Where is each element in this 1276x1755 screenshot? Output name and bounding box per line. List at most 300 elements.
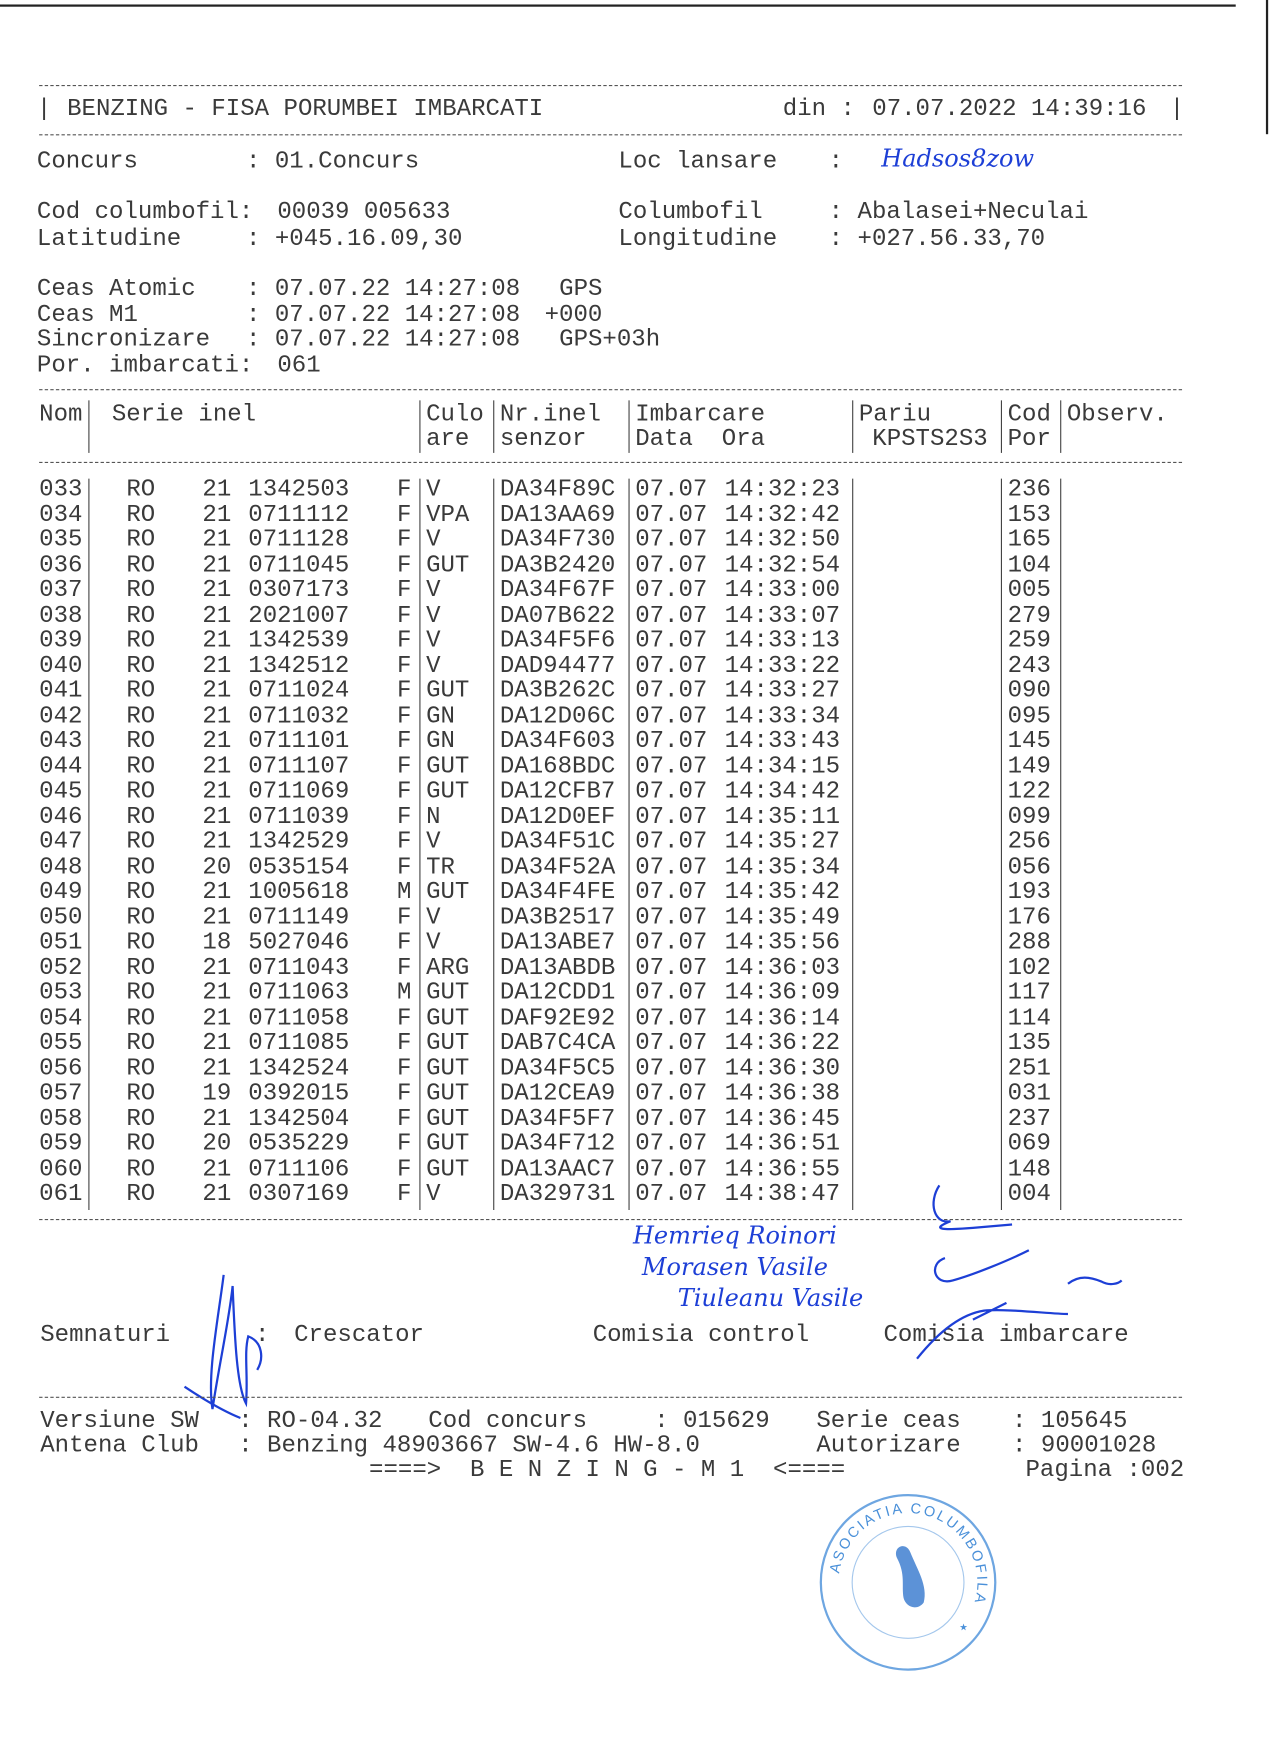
cell-ring-number: 0535229 <box>248 1130 350 1158</box>
cell-ring-number: 0307169 <box>248 1180 350 1208</box>
cell-time: 14:36:22 <box>724 1029 841 1057</box>
cell-colour: V <box>426 526 441 554</box>
col-header-serie-inel: Serie inel <box>111 401 257 429</box>
handwritten-name-2: Morasen Vasile <box>641 1253 828 1282</box>
cell-year: 18 <box>202 929 232 957</box>
cell-sex: F <box>396 476 412 504</box>
loc-lansare-label: Loc lansare <box>618 148 778 176</box>
cell-sensor: DA07B622 <box>499 602 616 630</box>
cell-nom: 034 <box>39 501 83 529</box>
cell-time: 14:36:09 <box>724 979 841 1007</box>
cell-sensor: DA12CFB7 <box>499 778 616 806</box>
cell-date: 07.07 <box>635 904 708 931</box>
cell-ring-number: 0535154 <box>248 853 350 881</box>
cell-cod-por: 056 <box>1007 853 1051 881</box>
crescator-signature <box>211 1275 261 1409</box>
cell-country: RO <box>126 1080 156 1108</box>
control-signature-1 <box>934 1185 1013 1229</box>
cell-time: 14:34:42 <box>724 778 841 806</box>
cell-colour: GUT <box>426 1029 470 1057</box>
cell-colour: TR <box>426 853 455 881</box>
cell-time: 14:33:22 <box>724 652 841 680</box>
cell-colour: V <box>426 904 441 931</box>
cod-columbofil-value: 00039 005633 <box>277 199 451 226</box>
serie-ceas-value: : 105645 <box>1012 1407 1128 1435</box>
cell-year: 21 <box>202 979 232 1007</box>
cell-year: 21 <box>202 1180 232 1208</box>
cell-country: RO <box>126 602 156 630</box>
cell-ring-number: 0711063 <box>248 979 350 1007</box>
cell-sensor: DA34F5F7 <box>499 1105 616 1133</box>
cell-year: 21 <box>202 577 232 604</box>
cell-sensor: DA34F89C <box>499 476 616 504</box>
cell-year: 21 <box>202 526 232 554</box>
cod-concurs-value: : 015629 <box>654 1407 770 1435</box>
cell-country: RO <box>126 778 156 806</box>
cell-sex: F <box>396 803 412 831</box>
cell-country: RO <box>126 1055 156 1082</box>
cell-sex: M <box>396 878 412 906</box>
crescator-label: Crescator <box>294 1321 424 1349</box>
cell-sensor: DA34F51C <box>499 828 616 856</box>
box-left-bar: | <box>36 96 52 124</box>
cell-date: 07.07 <box>635 1055 708 1082</box>
col-header-nr-inel-2: senzor <box>499 426 587 453</box>
cell-time: 14:38:47 <box>724 1180 841 1208</box>
cell-country: RO <box>126 753 156 781</box>
cell-cod-por: 135 <box>1007 1029 1051 1057</box>
cell-ring-number: 0307173 <box>248 577 350 604</box>
cell-sex: F <box>396 753 412 781</box>
concurs-label: Concurs <box>36 148 138 176</box>
cell-country: RO <box>126 904 156 931</box>
cell-ring-number: 1005618 <box>248 878 350 906</box>
cell-date: 07.07 <box>635 828 708 856</box>
semnaturi-label: Semnaturi <box>40 1321 171 1349</box>
handwritten-name-1: Hemrieq Roinori <box>632 1222 837 1251</box>
cell-ring-number: 0711107 <box>248 753 350 781</box>
cell-nom: 050 <box>39 904 83 931</box>
cell-colour: V <box>426 627 441 655</box>
cell-ring-number: 0711045 <box>248 551 350 579</box>
cell-colour: VPA <box>426 501 470 529</box>
cell-colour: GUT <box>426 1105 470 1133</box>
cell-sex: F <box>396 828 412 856</box>
cell-time: 14:34:15 <box>724 753 841 781</box>
cell-sex: F <box>396 1055 412 1082</box>
cell-sensor: DA12CEA9 <box>499 1080 616 1108</box>
cell-cod-por: 153 <box>1007 501 1051 529</box>
cell-year: 21 <box>202 1029 232 1057</box>
cell-date: 07.07 <box>635 652 708 680</box>
cell-date: 07.07 <box>635 577 708 604</box>
cell-sex: F <box>396 778 412 806</box>
cell-sex: F <box>396 627 412 655</box>
cell-date: 07.07 <box>635 1180 708 1208</box>
cell-ring-number: 1342529 <box>248 828 350 856</box>
cell-sensor: DA12D06C <box>499 702 616 730</box>
imbarcare-signature <box>917 1303 1068 1359</box>
stamp-text: ASOCIATIA COLUMBOFILA <box>827 1500 990 1607</box>
cell-date: 07.07 <box>635 501 708 529</box>
cell-sex: F <box>396 551 412 579</box>
cell-year: 21 <box>202 1004 232 1032</box>
cell-sensor: DA34F603 <box>499 728 616 755</box>
cell-ring-number: 0711043 <box>248 954 350 982</box>
cell-year: 21 <box>202 1105 232 1133</box>
cell-time: 14:35:34 <box>724 853 841 881</box>
cell-nom: 046 <box>39 803 83 831</box>
comisia-control-label: Comisia control <box>592 1321 810 1349</box>
cell-ring-number: 0711149 <box>248 904 350 931</box>
cell-nom: 054 <box>39 1004 83 1032</box>
cell-year: 21 <box>202 904 232 931</box>
versiune-label: Versiune SW <box>40 1407 199 1435</box>
col-header-imbarcare-2: Data Ora <box>635 426 766 453</box>
cell-sex: F <box>396 1105 412 1133</box>
cell-year: 21 <box>202 476 232 504</box>
cell-date: 07.07 <box>635 526 708 554</box>
box-right-bar: | <box>1169 96 1185 124</box>
cell-sex: F <box>396 577 412 604</box>
cell-time: 14:33:43 <box>724 728 841 755</box>
cell-colour: GUT <box>426 1130 470 1158</box>
antena-value: : Benzing 48903667 SW-4.6 HW-8.0 <box>238 1432 700 1460</box>
cell-cod-por: 176 <box>1007 904 1051 931</box>
cell-nom: 061 <box>39 1180 83 1208</box>
cell-cod-por: 099 <box>1007 803 1051 831</box>
cell-time: 14:33:34 <box>724 702 841 730</box>
cell-cod-por: 279 <box>1007 602 1051 630</box>
cod-concurs-label: Cod concurs <box>428 1407 588 1435</box>
cell-cod-por: 149 <box>1007 753 1051 781</box>
cell-year: 21 <box>202 551 232 579</box>
cell-nom: 035 <box>39 526 83 554</box>
col-header-culoare: Culo <box>426 401 484 429</box>
cell-sensor: DA34F730 <box>499 526 616 554</box>
col-header-cod-2: Por <box>1007 426 1051 453</box>
cell-colour: V <box>426 1180 441 1208</box>
date-value: 07.07.2022 14:39:16 <box>872 96 1147 124</box>
cell-year: 21 <box>202 803 232 831</box>
date-label: din : <box>782 96 855 124</box>
cell-colour: V <box>426 602 441 630</box>
cell-nom: 038 <box>39 602 83 630</box>
cell-cod-por: 117 <box>1007 979 1051 1007</box>
cell-ring-number: 1342512 <box>248 652 350 680</box>
cell-sensor: DA168BDC <box>499 753 616 781</box>
cell-nom: 060 <box>39 1155 83 1183</box>
columbofil-value: : Abalasei+Neculai <box>828 199 1089 226</box>
cell-colour: GUT <box>426 878 470 906</box>
cell-year: 21 <box>202 702 232 730</box>
cell-ring-number: 0711106 <box>248 1155 350 1183</box>
page-initial <box>1068 1278 1122 1284</box>
cell-time: 14:33:27 <box>724 677 841 705</box>
cell-time: 14:32:23 <box>724 476 841 504</box>
cell-colour: GUT <box>426 1055 470 1082</box>
cod-columbofil-label: Cod columbofil: <box>36 199 254 226</box>
cell-ring-number: 1342503 <box>248 476 350 504</box>
cell-sensor: DAF92E92 <box>499 1004 616 1032</box>
cell-country: RO <box>126 728 156 755</box>
cell-nom: 040 <box>39 652 83 680</box>
pigeon-icon <box>896 1546 925 1607</box>
cell-nom: 059 <box>39 1130 83 1158</box>
cell-nom: 037 <box>39 577 83 604</box>
cell-time: 14:32:54 <box>724 551 841 579</box>
cell-ring-number: 1342539 <box>248 627 350 655</box>
cell-year: 21 <box>202 652 232 680</box>
cell-ring-number: 0711085 <box>248 1029 350 1057</box>
cell-nom: 036 <box>39 551 83 579</box>
cell-time: 14:36:14 <box>724 1004 841 1032</box>
cell-colour: V <box>426 929 441 957</box>
cell-time: 14:36:55 <box>724 1155 841 1183</box>
cell-cod-por: 004 <box>1007 1180 1051 1208</box>
por-imbarcati-value: 061 <box>277 352 321 380</box>
cell-country: RO <box>126 929 156 957</box>
cell-sensor: DA12D0EF <box>499 803 616 831</box>
cell-date: 07.07 <box>635 677 708 705</box>
benzing-banner: ====> B E N Z I N G - M 1 <==== <box>369 1457 846 1484</box>
ceas-m1-suffix: +000 <box>544 301 603 329</box>
cell-time: 14:33:13 <box>724 627 841 655</box>
cell-country: RO <box>126 1105 156 1133</box>
cell-year: 21 <box>202 1155 232 1183</box>
cell-ring-number: 0711058 <box>248 1004 350 1032</box>
cell-country: RO <box>126 1130 156 1158</box>
cell-colour: GUT <box>426 1080 470 1108</box>
columbofil-label: Columbofil <box>618 199 763 226</box>
cell-cod-por: 069 <box>1007 1130 1051 1158</box>
cell-country: RO <box>126 979 156 1007</box>
cell-colour: GUT <box>426 1155 470 1183</box>
cell-colour: GN <box>426 702 455 730</box>
ceas-m1-value: : 07.07.22 14:27:08 <box>246 301 521 329</box>
cell-country: RO <box>126 954 156 982</box>
cell-country: RO <box>126 526 156 554</box>
sincronizare-label: Sincronizare <box>36 326 211 354</box>
cell-sensor: DA34F712 <box>499 1130 616 1158</box>
cell-country: RO <box>126 1004 156 1032</box>
cell-date: 07.07 <box>635 728 708 755</box>
cell-time: 14:36:03 <box>724 954 841 982</box>
cell-cod-por: 236 <box>1007 476 1051 504</box>
cell-colour: GUT <box>426 753 470 781</box>
cell-cod-por: 122 <box>1007 778 1051 806</box>
col-header-culoare-2: are <box>426 426 470 453</box>
concurs-value: : 01.Concurs <box>246 148 420 176</box>
cell-cod-por: 237 <box>1007 1105 1051 1133</box>
col-header-pariu: Pariu <box>858 401 932 429</box>
cell-colour: GUT <box>426 551 470 579</box>
cell-sensor: DA34F52A <box>499 853 616 881</box>
antena-label: Antena Club <box>40 1432 199 1460</box>
cell-sex: F <box>396 1180 412 1208</box>
cell-sex: F <box>396 904 412 931</box>
serie-ceas-label: Serie ceas <box>816 1407 961 1435</box>
cell-year: 21 <box>202 602 232 630</box>
cell-year: 21 <box>202 1055 232 1082</box>
cell-sex: F <box>396 702 412 730</box>
cell-date: 07.07 <box>635 878 708 906</box>
cell-time: 14:32:42 <box>724 501 841 529</box>
cell-date: 07.07 <box>635 1029 708 1057</box>
cell-sensor: DA3B2517 <box>499 904 616 931</box>
cell-sensor: DA13AA69 <box>499 501 616 529</box>
cell-nom: 048 <box>39 853 83 881</box>
col-header-cod: Cod <box>1007 401 1051 429</box>
cell-colour: GUT <box>426 1004 470 1032</box>
cell-ring-number: 0711112 <box>248 501 350 529</box>
loc-lansare-sep: : <box>828 148 844 176</box>
cell-country: RO <box>126 677 156 705</box>
cell-sex: F <box>396 1080 412 1108</box>
cell-nom: 055 <box>39 1029 83 1057</box>
cell-time: 14:36:38 <box>724 1080 841 1108</box>
cell-country: RO <box>126 828 156 856</box>
cell-year: 21 <box>202 753 232 781</box>
cell-sensor: DAD94477 <box>499 652 616 680</box>
cell-ring-number: 5027046 <box>248 929 350 957</box>
cell-colour: ARG <box>426 954 470 982</box>
cell-sex: F <box>396 652 412 680</box>
footer-divider <box>39 1397 1182 1398</box>
cell-sensor: DA13AAC7 <box>499 1155 616 1183</box>
autorizare-value: : 90001028 <box>1012 1432 1157 1460</box>
cell-nom: 049 <box>39 878 83 906</box>
ceas-atomic-value: : 07.07.22 14:27:08 <box>246 276 521 304</box>
cell-time: 14:36:30 <box>724 1055 841 1082</box>
cell-cod-por: 251 <box>1007 1055 1051 1082</box>
cell-date: 07.07 <box>635 853 708 881</box>
cell-ring-number: 0392015 <box>248 1080 350 1108</box>
cell-country: RO <box>126 627 156 655</box>
cell-sex: F <box>396 853 412 881</box>
cell-cod-por: 148 <box>1007 1155 1051 1183</box>
cell-time: 14:35:49 <box>724 904 841 931</box>
cell-cod-por: 102 <box>1007 954 1051 982</box>
ceas-atomic-suffix: GPS <box>559 276 603 304</box>
cell-sex: M <box>396 979 412 1007</box>
cell-country: RO <box>126 803 156 831</box>
club-stamp <box>816 1491 999 1674</box>
cell-nom: 041 <box>39 677 83 705</box>
cell-nom: 033 <box>39 476 83 504</box>
cell-sex: F <box>396 728 412 755</box>
cell-date: 07.07 <box>635 1004 708 1032</box>
cell-colour: GUT <box>426 778 470 806</box>
cell-nom: 058 <box>39 1105 83 1133</box>
cell-year: 20 <box>202 853 232 881</box>
cell-cod-por: 259 <box>1007 627 1051 655</box>
cell-date: 07.07 <box>635 551 708 579</box>
cell-sex: F <box>396 1130 412 1158</box>
cell-year: 21 <box>202 677 232 705</box>
cell-date: 07.07 <box>635 1105 708 1133</box>
cell-date: 07.07 <box>635 1080 708 1108</box>
por-imbarcati-label: Por. imbarcati: <box>36 352 254 380</box>
cell-sex: F <box>396 677 412 705</box>
cell-time: 14:35:42 <box>724 878 841 906</box>
cell-time: 14:36:51 <box>724 1130 841 1158</box>
cell-time: 14:35:11 <box>724 803 841 831</box>
cell-colour: GN <box>426 728 455 755</box>
cell-year: 20 <box>202 1130 232 1158</box>
longitudine-label: Longitudine <box>618 225 778 253</box>
cell-nom: 056 <box>39 1055 83 1082</box>
cell-nom: 057 <box>39 1080 83 1108</box>
cell-date: 07.07 <box>635 979 708 1007</box>
col-header-nr-inel: Nr.inel <box>499 401 601 429</box>
cell-year: 21 <box>202 828 232 856</box>
cell-sensor: DA13ABDB <box>499 954 616 982</box>
cell-colour: V <box>426 828 441 856</box>
cell-cod-por: 095 <box>1007 702 1051 730</box>
cell-sensor: DA329731 <box>499 1180 616 1208</box>
cell-sex: F <box>396 954 412 982</box>
cell-date: 07.07 <box>635 1155 708 1183</box>
cell-cod-por: 145 <box>1007 728 1051 755</box>
cell-colour: V <box>426 577 441 604</box>
cell-sex: F <box>396 1155 412 1183</box>
cell-colour: GUT <box>426 979 470 1007</box>
cell-cod-por: 243 <box>1007 652 1051 680</box>
cell-cod-por: 288 <box>1007 929 1051 957</box>
cell-sensor: DA12CDD1 <box>499 979 616 1007</box>
cell-year: 21 <box>202 954 232 982</box>
cell-colour: GUT <box>426 677 470 705</box>
cell-cod-por: 090 <box>1007 677 1051 705</box>
cell-sensor: DAB7C4CA <box>499 1029 616 1057</box>
cell-date: 07.07 <box>635 476 708 504</box>
cell-cod-por: 193 <box>1007 878 1051 906</box>
cell-date: 07.07 <box>635 1130 708 1158</box>
comisia-imbarcare-label: Comisia imbarcare <box>883 1321 1129 1349</box>
cell-date: 07.07 <box>635 753 708 781</box>
cell-ring-number: 2021007 <box>248 602 350 630</box>
col-header-pariu-2: KPSTS2S3 <box>872 426 988 453</box>
cell-date: 07.07 <box>635 929 708 957</box>
cell-nom: 052 <box>39 954 83 982</box>
cell-country: RO <box>126 551 156 579</box>
cell-year: 21 <box>202 501 232 529</box>
cell-nom: 042 <box>39 702 83 730</box>
cell-time: 14:35:27 <box>724 828 841 856</box>
semnaturi-sep: : <box>254 1321 270 1349</box>
cell-country: RO <box>126 853 156 881</box>
handwritten-name-3: Tiuleanu Vasile <box>677 1284 864 1313</box>
cell-colour: N <box>426 803 441 831</box>
cell-year: 21 <box>202 728 232 755</box>
cell-country: RO <box>126 702 156 730</box>
cell-date: 07.07 <box>635 778 708 806</box>
cell-country: RO <box>126 1180 156 1208</box>
cell-country: RO <box>126 652 156 680</box>
cell-cod-por: 256 <box>1007 828 1051 856</box>
cell-cod-por: 114 <box>1007 1004 1051 1032</box>
ceas-atomic-label: Ceas Atomic <box>36 276 196 304</box>
cell-colour: V <box>426 652 441 680</box>
cell-country: RO <box>126 476 156 504</box>
cell-country: RO <box>126 878 156 906</box>
cell-ring-number: 0711128 <box>248 526 350 554</box>
cell-sex: F <box>396 1004 412 1032</box>
cell-year: 19 <box>202 1080 232 1108</box>
cell-date: 07.07 <box>635 702 708 730</box>
cell-nom: 045 <box>39 778 83 806</box>
